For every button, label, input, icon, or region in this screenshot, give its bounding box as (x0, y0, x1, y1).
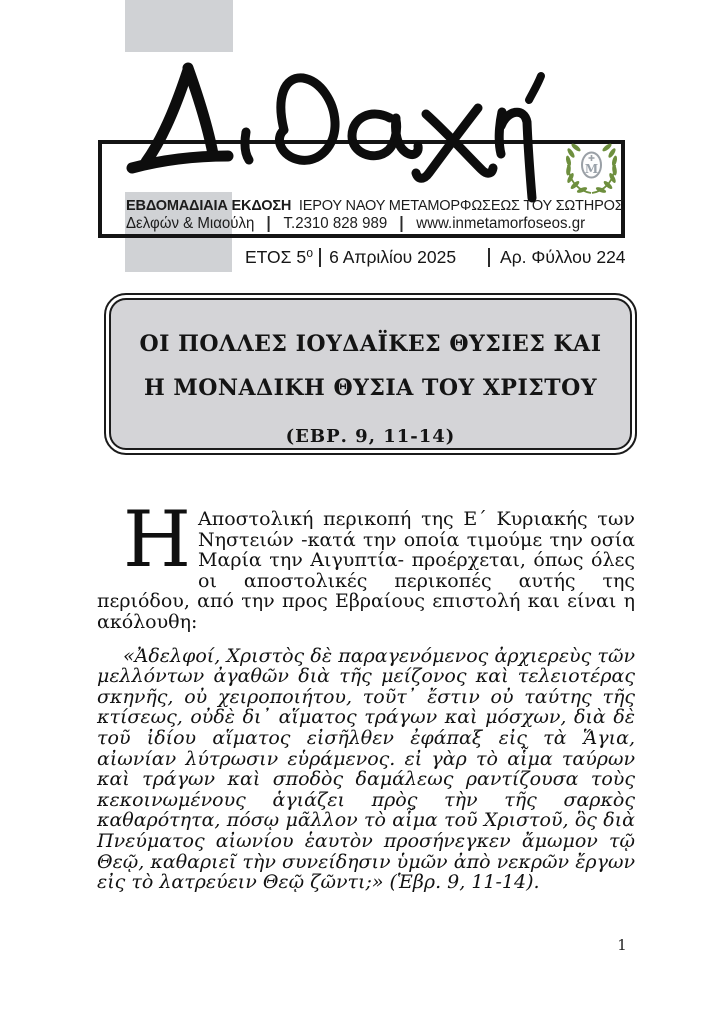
parish-name: ΙΕΡΟΥ ΝΑΟΥ ΜΕΤΑΜΟΡΦΩΣΕΩΣ ΤΟΥ ΣΩΤΗΡΟΣ (298, 197, 624, 214)
phone-number: Τ.2310 828 989 (283, 215, 388, 232)
masthead-title-text (0, 0, 1, 1)
script-letter-delta-cap (132, 68, 228, 168)
issue-number: Αρ. Φύλλου 224 (500, 247, 626, 267)
article-title-box (104, 293, 637, 455)
scan-artifact-block-top (125, 0, 233, 52)
dropcap-letter: Η (123, 495, 192, 585)
article-title-line2: Η ΜΟΝΑΔΙΚΗ ΘΥΣΙΑ ΤΟΥ ΧΡΙΣΤΟΥ (143, 375, 598, 401)
issue-date: 6 Απριλίου 2025 (329, 247, 457, 267)
monogram-letter: M (584, 162, 599, 176)
issue-info-line (245, 247, 626, 268)
separator-bar (401, 216, 403, 232)
script-letter-delta (279, 78, 335, 160)
parish-wreath-logo (561, 143, 622, 196)
masthead-contact-line (126, 215, 585, 233)
article-title-line1: ΟΙ ΠΟΛΛΕΣ ΙΟΥΔΑΪΚΕΣ ΘΥΣΙΕΣ ΚΑΙ (139, 331, 602, 357)
separator-bar (268, 216, 270, 232)
issue-year: ΕΤΟΣ 5⁰ (245, 247, 314, 267)
script-letter-eta-tonos (499, 76, 541, 198)
script-letter-alpha (352, 114, 418, 156)
article-title-reference: (ΕΒΡ. 9, 11-14) (285, 426, 456, 447)
article-title-box-inner (109, 298, 632, 450)
masthead-script-logo (126, 56, 550, 206)
wreath-monogram-medallion (582, 153, 601, 178)
edition-label: ΕΒΔΟΜΑΔΙΑΙΑ ΕΚΔΟΣΗ (126, 197, 292, 214)
separator-bar (488, 248, 490, 267)
script-letter-iota (245, 132, 249, 160)
scripture-quote: «Ἀδελφοί, Χριστὸς δὲ παραγενόμενος ἀρχιερεὺς τῶν μελλόντων ἀγαθῶν διὰ τῆς μείζονος καὶ τελειοτέρας σκηνῆς, οὐ χειροποιήτου, τοῦτ᾽ ἔστιν οὐ ταύτης τῆς κτίσεως, οὐδὲ δι᾽ αἵματος τράγων καὶ μόσχων, διὰ δὲ τοῦ ἰδίου αἵματος εἰσῆλθεν ἐφάπαξ εἰς τὰ Ἅγια, αἰωνίαν λύτρωσιν εὑράμενος. εἰ γὰρ τὸ αἷμα ταύρων καὶ τράγων καὶ σποδὸς δαμάλεως ραντίζουσα τοὺς κεκοινωμένους ἁγιάζει πρὸς τὴν τῆς σαρκὸς καθαρότητα, πόσῳ μᾶλλον τὸ αἷμα τοῦ Χριστοῦ, ὃς διὰ Πνεύματος αἰωνίου ἑαυτὸν προσήνεγκεν ἄμωμον τῷ Θεῷ, καθαριεῖ τὴν συνείδησιν ὑμῶν ἀπὸ νεκρῶν ἔργων εἰς τὸ λατρεύειν Θεῷ ζῶντι;» (Ἑβρ. 9, 11-14). (97, 644, 635, 894)
page-number: 1 (617, 936, 627, 954)
address-text: Δελφών & Μιαούλη (126, 215, 255, 232)
article-body (97, 495, 635, 894)
script-letter-chi (416, 108, 493, 178)
separator-bar (319, 248, 321, 267)
intro-paragraph (97, 495, 635, 633)
website-url: www.inmetamorfoseos.gr (416, 215, 586, 232)
intro-text: Αποστολική περικοπή της Ε΄ Κυριακής των Νηστειών -κατά την οποία τιμούμε την οσία Μαρία την Αιγυπτία- προέρχεται, όπως όλες οι αποστολικές περικοπές αυτής της περιόδου, από την προς Εβραίους επιστολή και είναι η ακόλουθη: (97, 508, 635, 633)
